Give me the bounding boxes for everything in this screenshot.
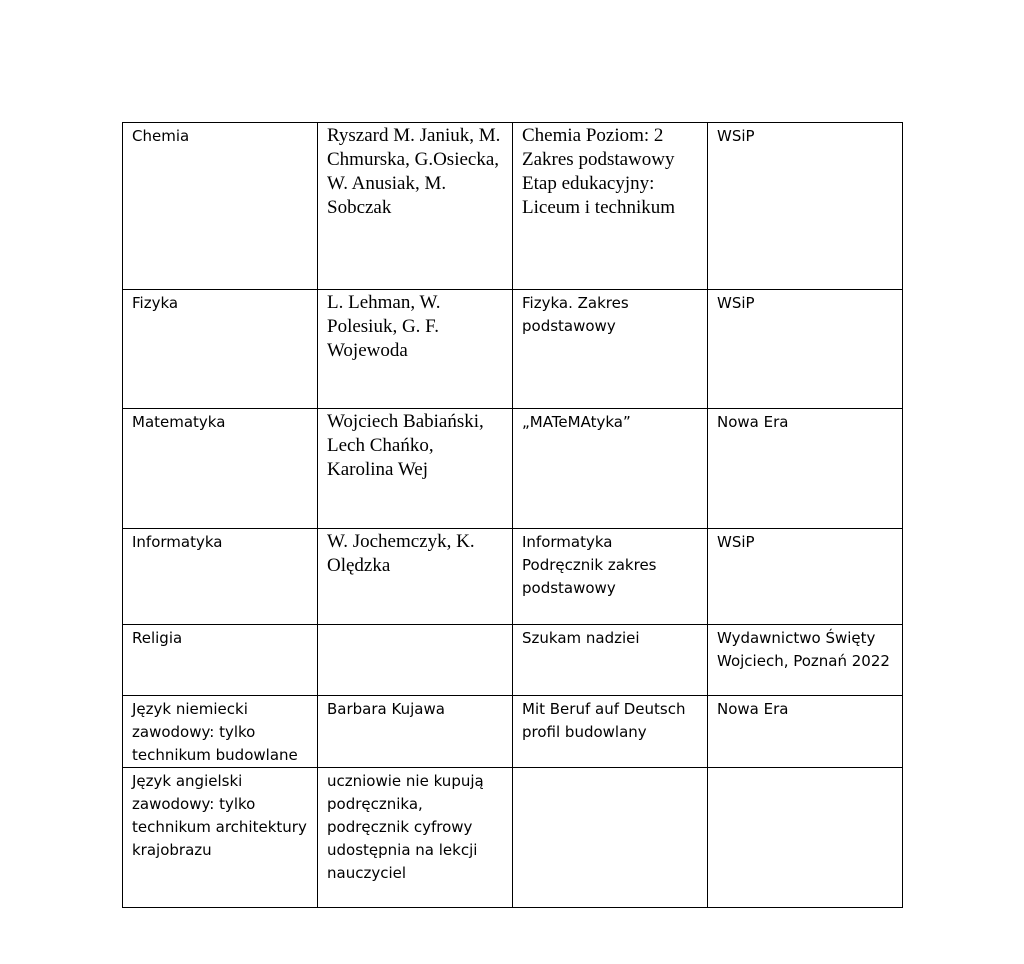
subject-text: Religia (132, 629, 183, 647)
table-row (123, 123, 903, 290)
subject-cell (123, 529, 318, 625)
publisher-text: WSiP (717, 533, 755, 551)
publisher-cell (708, 625, 903, 696)
authors-cell (318, 290, 513, 409)
authors-text: L. Lehman, W. Polesiuk, G. F. Wojewoda (327, 292, 446, 361)
publisher-cell (708, 123, 903, 290)
title-cell (513, 625, 708, 696)
authors-cell (318, 529, 513, 625)
authors-text: Ryszard M. Janiuk, M. Chmurska, G.Osiecka, W. Anusiak, M. Sobczak (327, 125, 506, 218)
table-row (123, 625, 903, 696)
title-text: „MATeMAtyka” (522, 413, 631, 431)
table-row (123, 529, 903, 625)
title-cell (513, 529, 708, 625)
publisher-cell (708, 409, 903, 529)
subject-cell (123, 123, 318, 290)
authors-cell (318, 409, 513, 529)
title-text: Szukam nadziei (522, 629, 640, 647)
title-cell (513, 696, 708, 768)
subject-cell (123, 409, 318, 529)
publisher-text: Nowa Era (717, 413, 789, 431)
publisher-cell (708, 290, 903, 409)
publisher-cell (708, 768, 903, 908)
title-text: Chemia Poziom: 2 Zakres podstawowy Etap edukacyjny: Liceum i technikum (522, 125, 680, 218)
subject-text: Chemia (132, 127, 190, 145)
subject-text: Matematyka (132, 413, 226, 431)
title-cell (513, 290, 708, 409)
title-cell (513, 409, 708, 529)
subject-cell (123, 290, 318, 409)
authors-cell (318, 768, 513, 908)
publisher-text: Wydawnictwo Święty Wojciech, Poznań 2022 (717, 629, 890, 670)
subject-text: Fizyka (132, 294, 179, 312)
subject-text: Język niemiecki zawodowy: tylko technikum budowlane (132, 700, 298, 764)
authors-text: W. Jochemczyk, K. Olędzka (327, 531, 480, 576)
authors-cell (318, 625, 513, 696)
authors-text: Barbara Kujawa (327, 700, 445, 718)
textbook-table (122, 122, 903, 908)
publisher-cell (708, 696, 903, 768)
subject-cell (123, 625, 318, 696)
table-row (123, 290, 903, 409)
publisher-text: WSiP (717, 294, 755, 312)
authors-cell (318, 123, 513, 290)
subject-text: Informatyka (132, 533, 223, 551)
publisher-text: Nowa Era (717, 700, 789, 718)
publisher-text: WSiP (717, 127, 755, 145)
table-row (123, 696, 903, 768)
title-cell (513, 123, 708, 290)
title-text: Mit Beruf auf Deutsch profil budowlany (522, 700, 691, 741)
title-cell (513, 768, 708, 908)
subject-cell (123, 696, 318, 768)
authors-text: Wojciech Babiański, Lech Chańko, Karolina Wej (327, 411, 489, 480)
subject-cell (123, 768, 318, 908)
title-text: Informatyka Podręcznik zakres podstawowy (522, 533, 662, 597)
table-row (123, 409, 903, 529)
table-row (123, 768, 903, 908)
title-text: Fizyka. Zakres podstawowy (522, 294, 634, 335)
authors-text: uczniowie nie kupują podręcznika, podręcznik cyfrowy udostępnia na lekcji nauczyciel (327, 772, 489, 882)
publisher-cell (708, 529, 903, 625)
authors-cell (318, 696, 513, 768)
subject-text: Język angielski zawodowy: tylko technikum architektury krajobrazu (132, 772, 312, 859)
